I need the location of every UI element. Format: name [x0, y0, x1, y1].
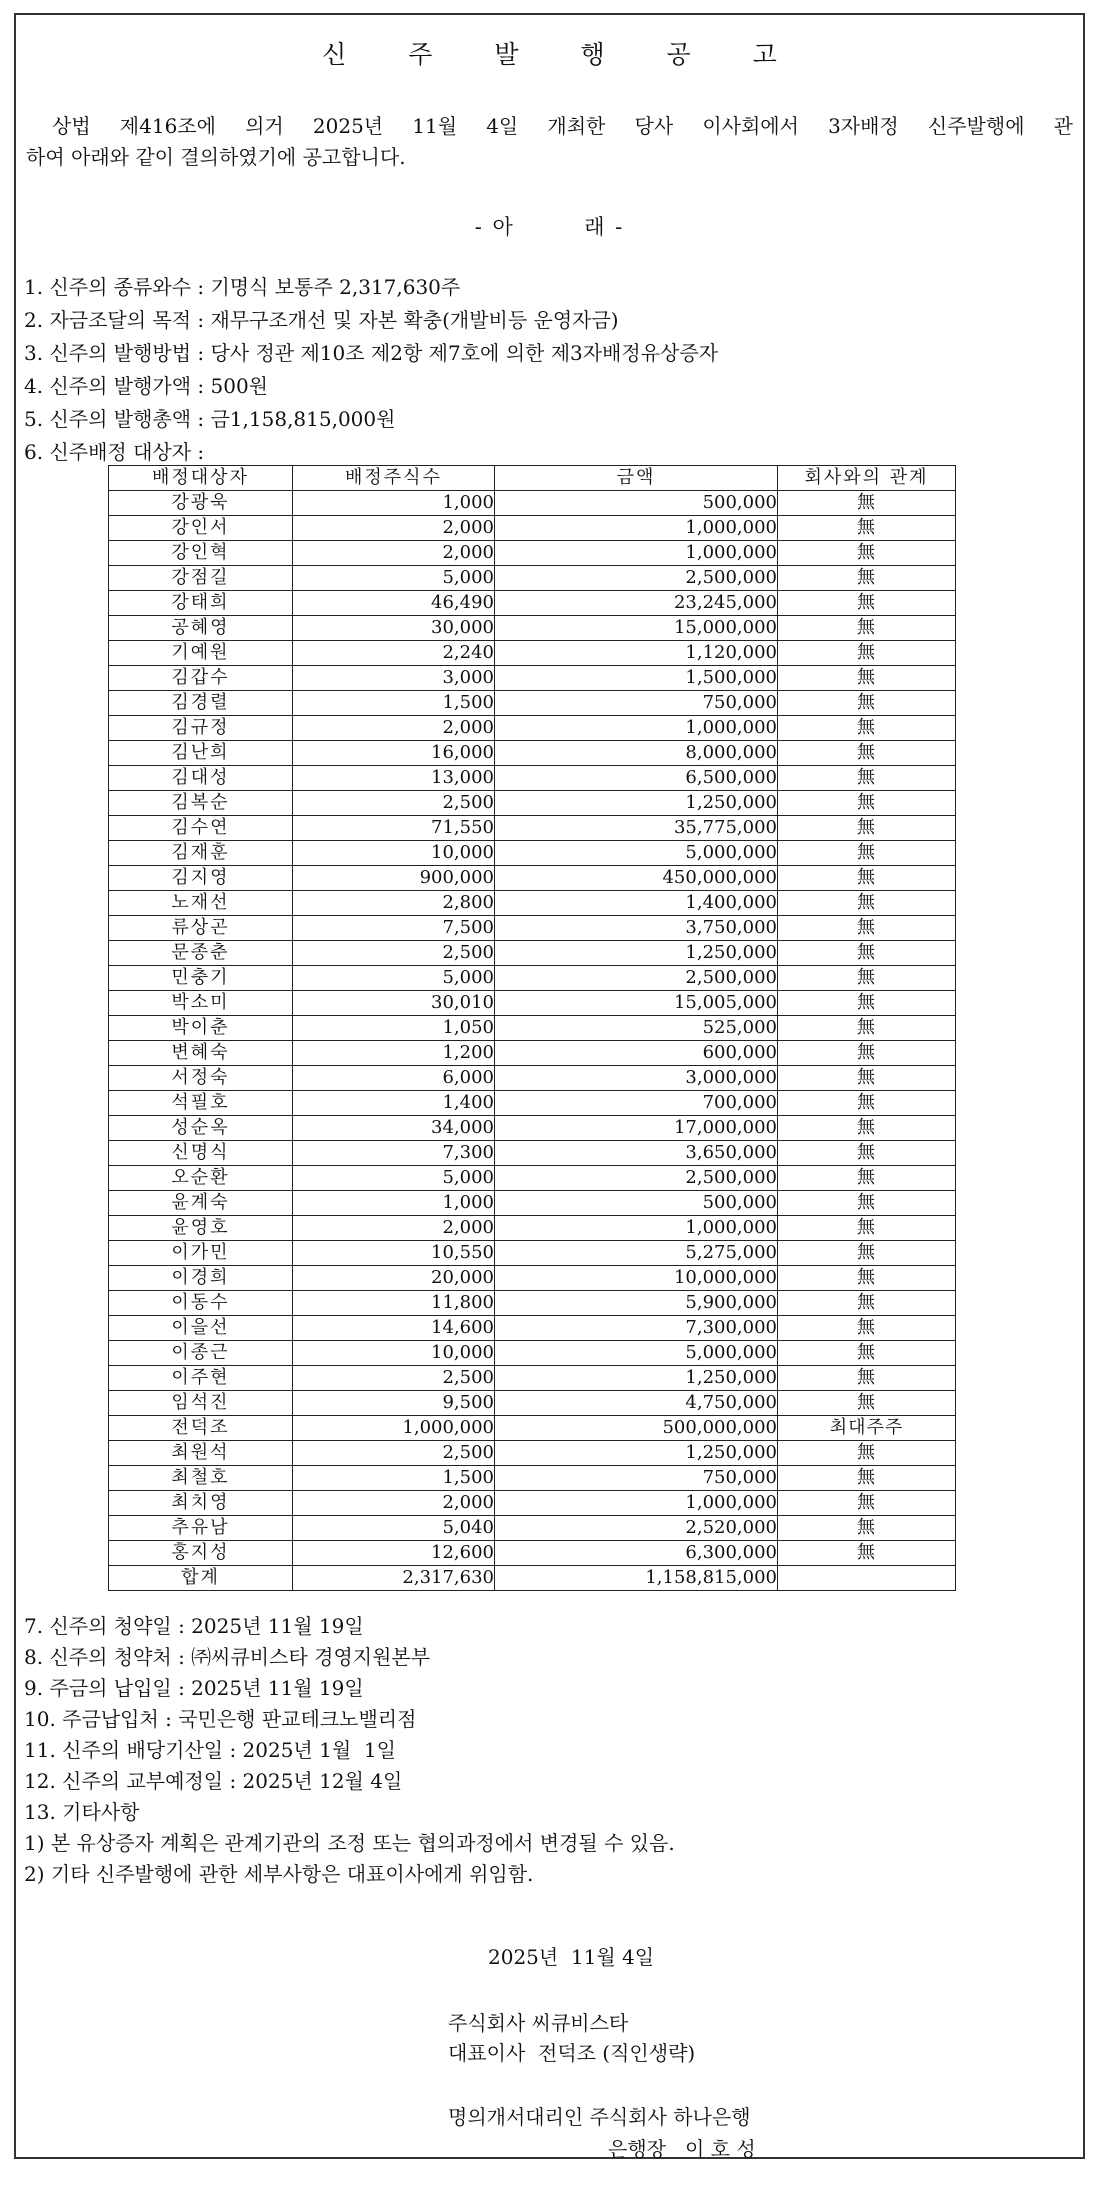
- amount: 2,500,000: [495, 966, 778, 991]
- amount: 15,000,000: [495, 616, 778, 641]
- list-item: 6. 신주배정 대상자 :: [24, 440, 205, 464]
- assignee-name: 문종춘: [109, 941, 293, 966]
- relation: 無: [778, 1141, 956, 1166]
- relation: 無: [778, 866, 956, 891]
- relation: 최대주주: [778, 1416, 956, 1441]
- amount: 1,250,000: [495, 941, 778, 966]
- header-assignee: 배정대상자: [109, 466, 293, 491]
- share-count: 2,000: [293, 541, 495, 566]
- relation: 無: [778, 1066, 956, 1091]
- allocation-table-body: [109, 491, 956, 1591]
- amount: 3,750,000: [495, 916, 778, 941]
- amount: 6,300,000: [495, 1541, 778, 1566]
- assignee-name: 공혜영: [109, 616, 293, 641]
- list-item: 12. 신주의 교부예정일 : 2025년 12월 4일: [24, 1769, 403, 1793]
- share-count: 16,000: [293, 741, 495, 766]
- table-row: [109, 891, 956, 916]
- share-count: 2,000: [293, 1491, 495, 1516]
- relation: 無: [778, 616, 956, 641]
- table-row: [109, 1266, 956, 1291]
- assignee-name: 기예원: [109, 641, 293, 666]
- relation: 無: [778, 916, 956, 941]
- share-count: 5,000: [293, 966, 495, 991]
- assignee-name: 이종근: [109, 1341, 293, 1366]
- amount: 5,275,000: [495, 1241, 778, 1266]
- assignee-name: 김재훈: [109, 841, 293, 866]
- relation: 無: [778, 1291, 956, 1316]
- assignee-name: 김수연: [109, 816, 293, 841]
- share-count: 1,000: [293, 491, 495, 516]
- share-count: 2,000: [293, 516, 495, 541]
- assignee-name: 성순옥: [109, 1116, 293, 1141]
- assignee-name: 최원석: [109, 1441, 293, 1466]
- signature-ceo: 대표이사 전덕조 (직인생략): [448, 2041, 696, 2065]
- table-row: [109, 1416, 956, 1441]
- table-row: [109, 1441, 956, 1466]
- table-row: [109, 541, 956, 566]
- assignee-name: 강광욱: [109, 491, 293, 516]
- table-row: [109, 691, 956, 716]
- signature-transfer-agent: 명의개서대리인 주식회사 하나은행: [448, 2105, 751, 2129]
- share-count: 1,500: [293, 1466, 495, 1491]
- list-item: 9. 주금의 납입일 : 2025년 11월 19일: [24, 1676, 364, 1700]
- relation: 無: [778, 691, 956, 716]
- assignee-name: 임석진: [109, 1391, 293, 1416]
- relation: 無: [778, 716, 956, 741]
- assignee-name: 최치영: [109, 1491, 293, 1516]
- relation: 無: [778, 1316, 956, 1341]
- items-top-list: [24, 271, 1075, 469]
- relation: 無: [778, 1091, 956, 1116]
- share-count: 5,040: [293, 1516, 495, 1541]
- table-row: [109, 1016, 956, 1041]
- share-count: 2,800: [293, 891, 495, 916]
- table-row: [109, 491, 956, 516]
- share-count: 2,240: [293, 641, 495, 666]
- share-count: 3,000: [293, 666, 495, 691]
- relation: 無: [778, 791, 956, 816]
- relation: 無: [778, 1341, 956, 1366]
- list-item: 3. 신주의 발행방법 : 당사 정관 제10조 제2항 제7호에 의한 제3자배정유상증자: [24, 341, 718, 365]
- amount: 15,005,000: [495, 991, 778, 1016]
- amount: 750,000: [495, 1466, 778, 1491]
- header-relation: 회사와의 관계: [778, 466, 956, 491]
- intro-line: 하여 아래와 같이 결의하였기에 공고합니다.: [26, 145, 406, 169]
- document-content: [16, 15, 1083, 469]
- assignee-name: 서정숙: [109, 1066, 293, 1091]
- share-count: 34,000: [293, 1116, 495, 1141]
- assignee-name: 김경렬: [109, 691, 293, 716]
- list-item: 4. 신주의 발행가액 : 500원: [24, 374, 268, 398]
- share-count: 1,400: [293, 1091, 495, 1116]
- amount: 1,000,000: [495, 1491, 778, 1516]
- list-item: 5. 신주의 발행총액 : 금1,158,815,000원: [24, 407, 396, 431]
- assignee-name: 윤영호: [109, 1216, 293, 1241]
- table-header-row: [109, 466, 956, 491]
- assignee-name: 민충기: [109, 966, 293, 991]
- share-count: 2,000: [293, 716, 495, 741]
- share-count: 900,000: [293, 866, 495, 891]
- amount: 500,000: [495, 1191, 778, 1216]
- relation: 無: [778, 1191, 956, 1216]
- assignee-name: 김갑수: [109, 666, 293, 691]
- list-item: 1) 본 유상증자 계획은 관계기관의 조정 또는 협의과정에서 변경될 수 있음.: [24, 1831, 675, 1855]
- amount: 5,000,000: [495, 841, 778, 866]
- assignee-name: 김대성: [109, 766, 293, 791]
- relation: 無: [778, 816, 956, 841]
- share-count: 1,000,000: [293, 1416, 495, 1441]
- header-amount: 금액: [495, 466, 778, 491]
- share-count: 2,500: [293, 941, 495, 966]
- table-row: [109, 666, 956, 691]
- table-row: [109, 566, 956, 591]
- amount: 4,750,000: [495, 1391, 778, 1416]
- assignee-name: 강점길: [109, 566, 293, 591]
- table-row: [109, 791, 956, 816]
- relation: 無: [778, 1041, 956, 1066]
- table-row: [109, 516, 956, 541]
- relation: 無: [778, 1366, 956, 1391]
- table-row: [109, 1541, 956, 1566]
- share-count: 1,050: [293, 1016, 495, 1041]
- table-row: [109, 941, 956, 966]
- amount: 600,000: [495, 1041, 778, 1066]
- table-row: [109, 966, 956, 991]
- table-row: [109, 1516, 956, 1541]
- assignee-name: 김난희: [109, 741, 293, 766]
- assignee-name: 강인혁: [109, 541, 293, 566]
- assignee-name: 이을선: [109, 1316, 293, 1341]
- share-count: 12,600: [293, 1541, 495, 1566]
- table-row: [109, 1466, 956, 1491]
- assignee-name: 김지영: [109, 866, 293, 891]
- relation: 無: [778, 766, 956, 791]
- intro-line: 상법 제416조에 의거 2025년 11월 4일 개최한 당사 이사회에서 3자배정 신주발행에 관: [52, 114, 1073, 138]
- notice-document: [14, 13, 1085, 2159]
- table-row: [109, 1316, 956, 1341]
- amount: 2,500,000: [495, 566, 778, 591]
- assignee-name: 이경희: [109, 1266, 293, 1291]
- table-total-row: [109, 1566, 956, 1591]
- share-count: 1,500: [293, 691, 495, 716]
- relation: 無: [778, 1516, 956, 1541]
- assignee-name: 이가민: [109, 1241, 293, 1266]
- amount: 2,500,000: [495, 1166, 778, 1191]
- table-row: [109, 1366, 956, 1391]
- amount: 5,900,000: [495, 1291, 778, 1316]
- amount: 23,245,000: [495, 591, 778, 616]
- amount: 525,000: [495, 1016, 778, 1041]
- assignee-name: 이동수: [109, 1291, 293, 1316]
- assignee-name: 석필호: [109, 1091, 293, 1116]
- share-count: 14,600: [293, 1316, 495, 1341]
- relation: 無: [778, 516, 956, 541]
- amount: 1,000,000: [495, 716, 778, 741]
- list-item: 2) 기타 신주발행에 관한 세부사항은 대표이사에게 위임함.: [24, 1862, 534, 1886]
- table-row: [109, 1391, 956, 1416]
- allocation-table: [108, 465, 956, 1591]
- table-row: [109, 1491, 956, 1516]
- share-count: 5,000: [293, 566, 495, 591]
- amount: 35,775,000: [495, 816, 778, 841]
- amount: 1,250,000: [495, 1441, 778, 1466]
- share-count: 30,010: [293, 991, 495, 1016]
- assignee-name: 최철호: [109, 1466, 293, 1491]
- relation: 無: [778, 1016, 956, 1041]
- list-item: 13. 기타사항: [24, 1800, 140, 1824]
- amount: 10,000,000: [495, 1266, 778, 1291]
- relation: 無: [778, 566, 956, 591]
- list-item: 1. 신주의 종류와수 : 기명식 보통주 2,317,630주: [24, 275, 461, 299]
- amount: 17,000,000: [495, 1116, 778, 1141]
- amount: 6,500,000: [495, 766, 778, 791]
- assignee-name: 홍지성: [109, 1541, 293, 1566]
- share-count: 46,490: [293, 591, 495, 616]
- list-item: 11. 신주의 배당기산일 : 2025년 1월 1일: [24, 1738, 396, 1762]
- signature-bank-president: 은행장 이 호 성: [608, 2137, 756, 2161]
- share-count: 2,317,630: [293, 1566, 495, 1591]
- relation: 無: [778, 591, 956, 616]
- assignee-name: 노재선: [109, 891, 293, 916]
- relation: 無: [778, 1491, 956, 1516]
- assignee-name: 변혜숙: [109, 1041, 293, 1066]
- share-count: 2,500: [293, 791, 495, 816]
- share-count: 2,500: [293, 1366, 495, 1391]
- relation: 無: [778, 1166, 956, 1191]
- amount: 1,000,000: [495, 541, 778, 566]
- share-count: 2,000: [293, 1216, 495, 1241]
- list-item: 10. 주금납입처 : 국민은행 판교테크노밸리점: [24, 1707, 417, 1731]
- table-row: [109, 1241, 956, 1266]
- table-row: [109, 1091, 956, 1116]
- amount: 8,000,000: [495, 741, 778, 766]
- assignee-name: 이주현: [109, 1366, 293, 1391]
- amount: 7,300,000: [495, 1316, 778, 1341]
- table-row: [109, 741, 956, 766]
- amount: 500,000,000: [495, 1416, 778, 1441]
- relation: 無: [778, 666, 956, 691]
- share-count: 7,300: [293, 1141, 495, 1166]
- table-row: [109, 591, 956, 616]
- relation: [778, 1566, 956, 1591]
- assignee-name: 박소미: [109, 991, 293, 1016]
- relation: 無: [778, 891, 956, 916]
- table-row: [109, 1216, 956, 1241]
- share-count: 5,000: [293, 1166, 495, 1191]
- share-count: 10,000: [293, 841, 495, 866]
- relation: 無: [778, 641, 956, 666]
- relation: 無: [778, 1216, 956, 1241]
- relation: 無: [778, 966, 956, 991]
- table-row: [109, 1191, 956, 1216]
- assignee-name: 김복순: [109, 791, 293, 816]
- share-count: 11,800: [293, 1291, 495, 1316]
- amount: 450,000,000: [495, 866, 778, 891]
- list-item: 2. 자금조달의 목적 : 재무구조개선 및 자본 확충(개발비등 운영자금): [24, 308, 619, 332]
- assignee-name: 추유남: [109, 1516, 293, 1541]
- relation: 無: [778, 1116, 956, 1141]
- relation: 無: [778, 1391, 956, 1416]
- relation: 無: [778, 741, 956, 766]
- amount: 1,000,000: [495, 1216, 778, 1241]
- share-count: 20,000: [293, 1266, 495, 1291]
- amount: 5,000,000: [495, 1341, 778, 1366]
- intro-paragraph: [26, 111, 1073, 173]
- share-count: 2,500: [293, 1441, 495, 1466]
- amount: 700,000: [495, 1091, 778, 1116]
- table-row: [109, 641, 956, 666]
- amount: 1,120,000: [495, 641, 778, 666]
- table-row: [109, 766, 956, 791]
- table-row: [109, 991, 956, 1016]
- amount: 750,000: [495, 691, 778, 716]
- share-count: 1,200: [293, 1041, 495, 1066]
- relation: 無: [778, 1266, 956, 1291]
- amount: 2,520,000: [495, 1516, 778, 1541]
- assignee-name: 강인서: [109, 516, 293, 541]
- share-count: 7,500: [293, 916, 495, 941]
- relation: 無: [778, 1541, 956, 1566]
- table-row: [109, 841, 956, 866]
- table-row: [109, 716, 956, 741]
- relation: 無: [778, 1241, 956, 1266]
- table-row: [109, 1116, 956, 1141]
- assignee-name: 류상곤: [109, 916, 293, 941]
- amount: 3,650,000: [495, 1141, 778, 1166]
- table-row: [109, 616, 956, 641]
- assignee-name: 합계: [109, 1566, 293, 1591]
- assignee-name: 오순환: [109, 1166, 293, 1191]
- items-bottom-list: [24, 1611, 675, 1890]
- relation: 無: [778, 941, 956, 966]
- table-row: [109, 1066, 956, 1091]
- share-count: 10,000: [293, 1341, 495, 1366]
- relation: 無: [778, 1466, 956, 1491]
- share-count: 10,550: [293, 1241, 495, 1266]
- share-count: 9,500: [293, 1391, 495, 1416]
- share-count: 13,000: [293, 766, 495, 791]
- assignee-name: 윤계숙: [109, 1191, 293, 1216]
- relation: 無: [778, 1441, 956, 1466]
- header-share-count: 배정주식수: [293, 466, 495, 491]
- share-count: 6,000: [293, 1066, 495, 1091]
- share-count: 30,000: [293, 616, 495, 641]
- signature-company: 주식회사 씨큐비스타: [448, 2011, 629, 2035]
- share-count: 1,000: [293, 1191, 495, 1216]
- assignee-name: 박이춘: [109, 1016, 293, 1041]
- relation: 無: [778, 991, 956, 1016]
- table-row: [109, 1041, 956, 1066]
- assignee-name: 전덕조: [109, 1416, 293, 1441]
- assignee-name: 김규정: [109, 716, 293, 741]
- amount: 3,000,000: [495, 1066, 778, 1091]
- relation: 無: [778, 841, 956, 866]
- assignee-name: 신명식: [109, 1141, 293, 1166]
- page-title: 신 주 발 행 공 고: [322, 40, 804, 69]
- amount: 1,000,000: [495, 516, 778, 541]
- amount: 1,250,000: [495, 791, 778, 816]
- relation: 無: [778, 491, 956, 516]
- table-row: [109, 816, 956, 841]
- relation: 無: [778, 541, 956, 566]
- share-count: 71,550: [293, 816, 495, 841]
- table-row: [109, 1141, 956, 1166]
- amount: 1,500,000: [495, 666, 778, 691]
- amount: 1,158,815,000: [495, 1566, 778, 1591]
- resolution-date: 2025년 11월 4일: [488, 1945, 655, 1969]
- amount: 500,000: [495, 491, 778, 516]
- table-row: [109, 916, 956, 941]
- amount: 1,400,000: [495, 891, 778, 916]
- table-row: [109, 866, 956, 891]
- below-separator: - 아 래 -: [474, 215, 625, 239]
- list-item: 8. 신주의 청약처 : ㈜씨큐비스타 경영지원본부: [24, 1645, 431, 1669]
- amount: 1,250,000: [495, 1366, 778, 1391]
- table-row: [109, 1341, 956, 1366]
- table-row: [109, 1166, 956, 1191]
- table-row: [109, 1291, 956, 1316]
- list-item: 7. 신주의 청약일 : 2025년 11월 19일: [24, 1614, 364, 1638]
- assignee-name: 강태희: [109, 591, 293, 616]
